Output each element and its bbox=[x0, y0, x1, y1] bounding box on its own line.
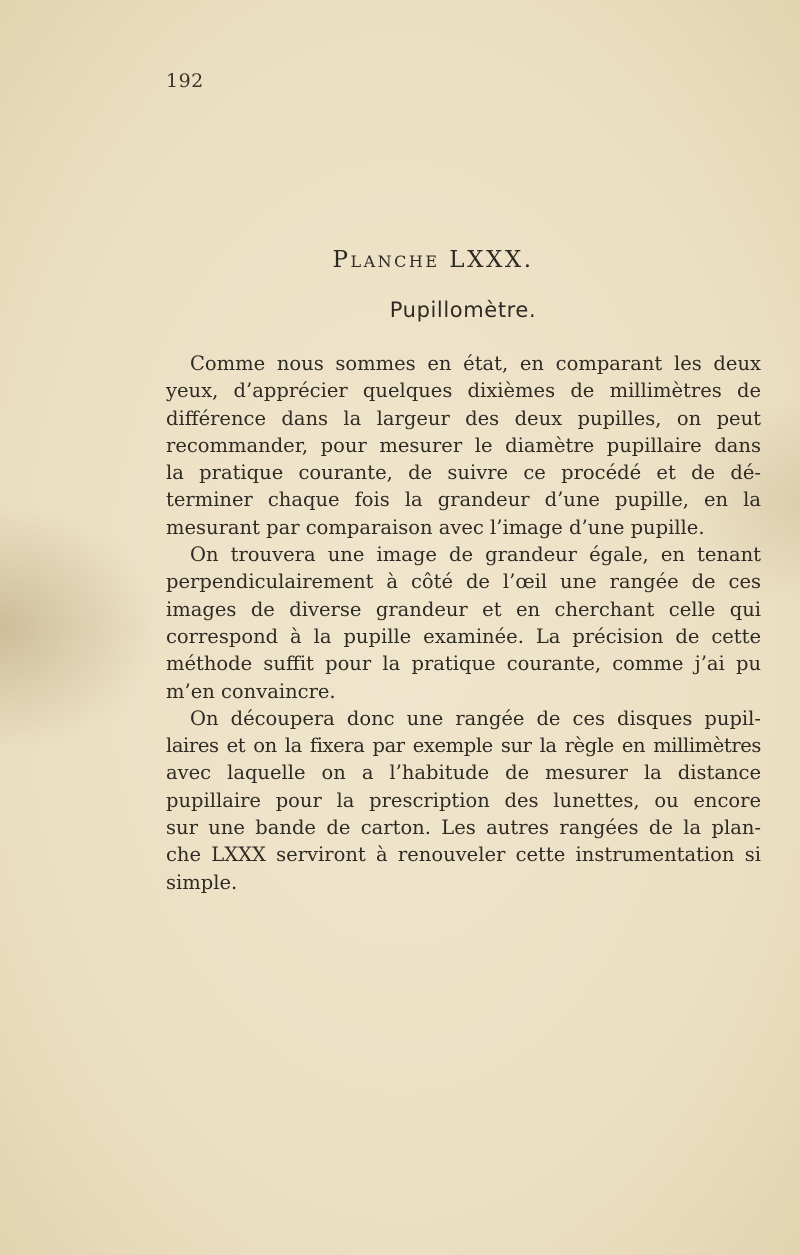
text-line: simple. bbox=[166, 870, 238, 894]
text-line: perpendiculairement à côté de l’œil une rangée de ces bbox=[166, 570, 761, 594]
text-line: terminer chaque fois la grandeur d’une pupille, en la bbox=[166, 488, 761, 512]
text-line: correspond à la pupille examinée. La précision de cette bbox=[166, 624, 761, 648]
text-line: méthode suffit pour la pratique courante, comme j’ai pu bbox=[166, 652, 761, 676]
body-text bbox=[166, 350, 761, 896]
text-line: sur une bande de carton. Les autres rangées de la plan- bbox=[166, 816, 761, 840]
text-line: m’en convaincre. bbox=[166, 679, 336, 703]
text-line: On trouvera une image de grandeur égale, en tenant bbox=[190, 543, 761, 567]
text-line: différence dans la largeur des deux pupilles, on peut bbox=[166, 406, 761, 430]
plate-title: Planche LXXX. bbox=[332, 247, 534, 273]
text-line: pupillaire pour la prescription des lunettes, ou encore bbox=[166, 788, 761, 812]
page-number: 192 bbox=[166, 70, 204, 92]
text-line: laires et on la fixera par exemple sur la règle en millimètres bbox=[166, 734, 761, 758]
text-line: la pratique courante, de suivre ce procédé et de dé- bbox=[166, 461, 761, 485]
text-line: recommander, pour mesurer le diamètre pupillaire dans bbox=[166, 433, 761, 457]
text-line: avec laquelle on a l’habitude de mesurer la distance bbox=[166, 761, 761, 785]
text-line: che LXXX serviront à renouveler cette instrumentation si bbox=[166, 843, 761, 867]
section-title: Pupillomètre. bbox=[389, 298, 537, 322]
text-line: yeux, d’apprécier quelques dixièmes de millimètres de bbox=[166, 379, 761, 403]
text-line: mesurant par comparaison avec l’image d’une pupille. bbox=[166, 515, 705, 539]
text-line: Comme nous sommes en état, en comparant les deux bbox=[190, 352, 761, 375]
text-line: images de diverse grandeur et en cherchant celle qui bbox=[166, 597, 761, 621]
text-line: On découpera donc une rangée de ces disques pupil- bbox=[190, 706, 761, 730]
